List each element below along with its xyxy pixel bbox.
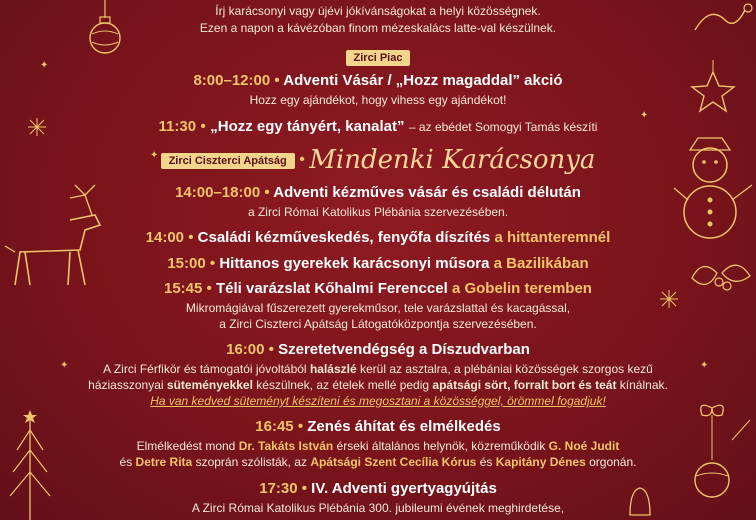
mindenki-karacsonya-title: Mindenki Karácsonya bbox=[309, 145, 596, 175]
text-run-bold: apátsági sört, forralt bort és teát bbox=[432, 378, 617, 392]
bullet: • bbox=[297, 418, 304, 435]
sparkle-icon: ✦ bbox=[40, 60, 49, 71]
bullet: • bbox=[188, 229, 194, 246]
event-candle-lighting bbox=[0, 480, 756, 497]
top-sub-line-2: Ezen a napon a kávézóban finom mézeskalács latte-val készülnek. bbox=[199, 21, 557, 35]
sparkle-icon: ✦ bbox=[700, 360, 709, 371]
text-run: orgonán. bbox=[589, 455, 637, 469]
bullet: • bbox=[301, 480, 307, 497]
event-kids-show bbox=[0, 255, 756, 272]
text-run: Elmélkedést mond bbox=[136, 439, 236, 453]
bullet: • bbox=[268, 341, 274, 358]
text-run-bold: süteményekkel bbox=[166, 378, 253, 392]
event-title: Hittanos gyerekek karácsonyi műsora bbox=[219, 255, 490, 272]
text-run-bold: Dr. Takáts István bbox=[238, 439, 334, 453]
event-devotion bbox=[0, 418, 756, 435]
text-run: kínálnak. bbox=[619, 378, 668, 392]
event-place: a Gobelin teremben bbox=[451, 280, 592, 297]
event-title: Zenés áhítat és elmélkedés bbox=[307, 418, 501, 435]
location-tag-apatsag: Zirci Ciszterci Apátság bbox=[161, 153, 295, 169]
text-run-bold: Apátsági Szent Cecília Kórus bbox=[310, 455, 477, 469]
event-title: Családi kézműveskedés, fenyőfa díszítés bbox=[197, 229, 491, 246]
event-reception bbox=[0, 341, 756, 358]
event-title: „Hozz egy tányért, kanalat” bbox=[210, 118, 405, 135]
bullet: • bbox=[299, 151, 305, 169]
event-devotion-desc-2 bbox=[0, 455, 756, 469]
bullet: • bbox=[274, 72, 280, 89]
event-time: 16:00 bbox=[226, 341, 265, 358]
text-run: háziasszonyai bbox=[88, 378, 164, 392]
piac-header bbox=[0, 48, 756, 66]
text-run: készülnek, az ételek mellé pedig bbox=[256, 378, 430, 392]
event-time: 15:00 bbox=[167, 255, 206, 272]
sparkle-icon: ✦ bbox=[640, 110, 649, 121]
event-family-craft bbox=[0, 229, 756, 246]
top-sub-line-1: Írj karácsonyi vagy újévi jókívánságokat a helyi közösségnek. bbox=[215, 4, 541, 18]
event-title: Szeretetvendégség a Díszudvarban bbox=[278, 341, 530, 358]
event-devotion-desc-1 bbox=[0, 439, 756, 453]
event-title: Adventi Vásár / „Hozz magaddal” akció bbox=[283, 72, 563, 89]
location-tag-piac: Zirci Piac bbox=[346, 50, 411, 66]
invite-text: Ha van kedved süteményt készíteni és megosztani a közösséggel, örömmel fogadjuk! bbox=[150, 394, 606, 408]
event-time: 14:00 bbox=[145, 229, 185, 246]
event-reception-desc-2 bbox=[0, 378, 756, 392]
bullet: • bbox=[264, 184, 270, 201]
event-time: 17:30 bbox=[259, 480, 298, 497]
event-candle-lighting-desc: A Zirci Római Katolikus Plébánia 300. jubileumi évének meghirdetése, bbox=[191, 501, 565, 515]
event-place: a Bazilikában bbox=[493, 255, 589, 272]
event-winter-magic-desc-2: a Zirci Ciszterci Apátság Látogatóközpontja szervezésében. bbox=[219, 317, 537, 331]
event-time: 11:30 bbox=[158, 118, 197, 135]
text-run: érseki általános helynök, közreműködik bbox=[336, 439, 546, 453]
event-title: Adventi kézműves vásár és családi délután bbox=[273, 184, 581, 201]
text-run-bold: Kapitány Dénes bbox=[495, 455, 586, 469]
event-craft-fair-desc: a Zirci Római Katolikus Plébánia szervezésében. bbox=[247, 205, 509, 219]
bullet: • bbox=[206, 280, 212, 297]
event-advent-market bbox=[0, 72, 756, 89]
event-title: Téli varázslat Kőhalmi Ferenccel bbox=[215, 280, 448, 297]
event-place: a hittanteremnél bbox=[494, 229, 611, 246]
text-run: szoprán szólisták, az bbox=[195, 455, 307, 469]
event-winter-magic bbox=[0, 280, 756, 297]
event-title: IV. Adventi gyertyagyújtás bbox=[311, 480, 497, 497]
event-advent-market-desc: Hozz egy ajándékot, hogy vihess egy ajándékot! bbox=[249, 93, 507, 107]
event-time: 15:45 bbox=[164, 280, 203, 297]
text-run-bold: halászlé bbox=[309, 362, 357, 376]
text-run: és bbox=[119, 455, 133, 469]
text-run-bold: Detre Rita bbox=[135, 455, 193, 469]
event-plate-spoon bbox=[0, 118, 756, 136]
event-reception-desc-1 bbox=[0, 362, 756, 376]
sparkle-icon: ✦ bbox=[60, 360, 69, 371]
bullet: • bbox=[200, 118, 206, 135]
event-desc: – az ebédet Somogyi Tamás készíti bbox=[408, 120, 598, 134]
event-winter-magic-desc-1: Mikromágiával fűszerezett gyerekműsor, tele varázslattal és kacagással, bbox=[185, 301, 571, 315]
text-run: A Zirci Férfikör és támogatói jóvoltából bbox=[103, 362, 307, 376]
event-time: 16:45 bbox=[255, 418, 294, 435]
event-reception-desc-3 bbox=[0, 394, 756, 408]
event-time: 14:00–18:00 bbox=[175, 184, 261, 201]
text-run: és bbox=[479, 455, 493, 469]
sparkle-icon: ✦ bbox=[150, 150, 159, 161]
text-run: kerül az asztalra, a plébániai közösségek szorgos kezű bbox=[359, 362, 653, 376]
event-time: 8:00–12:00 bbox=[193, 72, 271, 89]
text-run-bold: G. Noé Judit bbox=[548, 439, 620, 453]
apatsag-header bbox=[0, 145, 756, 175]
bullet: • bbox=[209, 255, 216, 272]
event-craft-fair bbox=[0, 184, 756, 201]
